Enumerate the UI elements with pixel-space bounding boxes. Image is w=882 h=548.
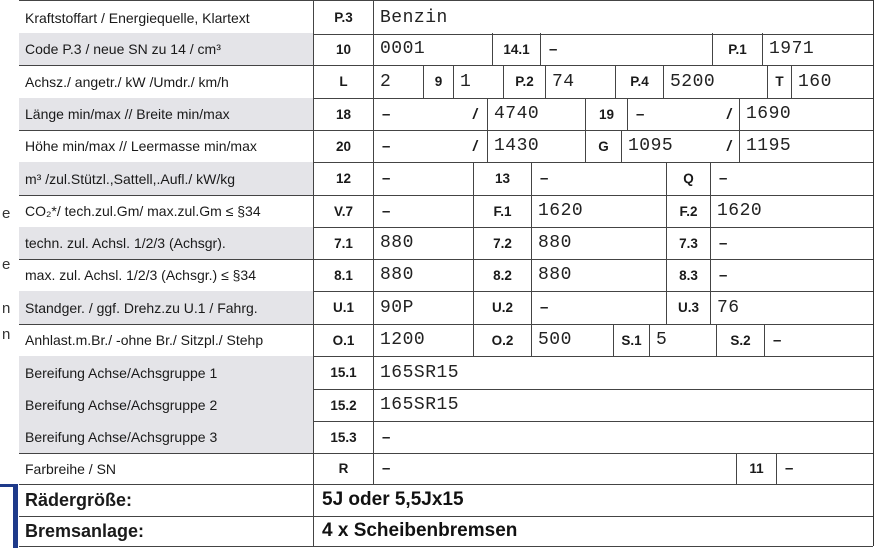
- field-code: P.4: [615, 65, 663, 98]
- field-value: 880: [531, 227, 666, 259]
- field-value: 165SR15: [373, 356, 873, 389]
- field-value: 1: [453, 65, 503, 98]
- field-code: O.1: [313, 324, 373, 356]
- field-value: 5200: [663, 65, 767, 98]
- row-brakes: [19, 516, 873, 547]
- row-label: Bereifung Achse/Achsgruppe 3: [19, 421, 313, 453]
- field-code: G: [585, 130, 621, 162]
- separator-slash: /: [726, 105, 732, 123]
- row-code-displacement: [19, 33, 873, 66]
- row-height-mass: [19, 130, 873, 163]
- margin-letter: e: [2, 256, 11, 273]
- margin-letter: n: [2, 300, 11, 317]
- field-value: 1200: [373, 324, 473, 356]
- field-code: L: [313, 65, 373, 98]
- field-value: 5J oder 5,5Jx15: [313, 484, 873, 516]
- field-code: 11: [736, 453, 776, 484]
- row-label: Bremsanlage:: [25, 520, 145, 541]
- field-value: 880: [373, 227, 473, 259]
- field-code: 15.3: [313, 421, 373, 453]
- row-label: Bereifung Achse/Achsgruppe 2: [19, 389, 313, 421]
- field-value: 1095: [621, 130, 719, 162]
- field-code: F.2: [666, 195, 710, 227]
- row-length-width: [19, 98, 873, 131]
- field-value: –: [531, 162, 666, 195]
- row-label: Rädergröße:: [25, 489, 133, 510]
- row-label: m³ /zul.Stützl.,Sattell,.Aufl./ kW/kg: [19, 162, 313, 195]
- field-value: –: [373, 195, 473, 227]
- row-tech-axle-load: [19, 227, 873, 260]
- field-value: –: [710, 227, 873, 259]
- field-value: –: [373, 453, 736, 484]
- field-code: P.3: [313, 1, 373, 34]
- field-value: 4 x Scheibenbremsen: [313, 516, 873, 546]
- field-code: P.2: [503, 65, 545, 98]
- registration-document: [19, 0, 874, 546]
- field-value: Benzin: [373, 1, 873, 34]
- field-code: 20: [313, 130, 373, 162]
- field-code: U.3: [666, 291, 710, 324]
- field-code: Q: [666, 162, 710, 195]
- left-bracket: [13, 484, 18, 548]
- field-code: V.7: [313, 195, 373, 227]
- field-value: 1690: [739, 98, 873, 130]
- field-code: 7.3: [666, 227, 710, 259]
- field-value: –: [531, 291, 666, 324]
- row-tyres-axle-1: [19, 356, 873, 390]
- field-code: O.2: [473, 324, 531, 356]
- field-value: –: [710, 162, 873, 195]
- row-label: Farbreihe / SN: [25, 460, 117, 477]
- row-label: techn. zul. Achsl. 1/2/3 (Achsgr).: [19, 227, 313, 259]
- field-value: 1971: [762, 33, 873, 65]
- field-code: 8.1: [313, 259, 373, 291]
- field-code: T: [767, 65, 791, 98]
- field-code: S.2: [716, 324, 764, 356]
- field-code: 9: [423, 65, 453, 98]
- row-label: Code P.3 / neue SN zu 14 / cm³: [19, 33, 313, 65]
- field-code: R: [313, 453, 373, 484]
- field-code: S.1: [613, 324, 649, 356]
- field-code: 15.1: [313, 356, 373, 389]
- field-value: 90P: [373, 291, 473, 324]
- field-value: 1195: [739, 130, 873, 162]
- field-value: 160: [791, 65, 873, 98]
- field-code: 15.2: [313, 389, 373, 421]
- separator-slash: /: [472, 105, 478, 123]
- field-code: F.1: [473, 195, 531, 227]
- separator-slash: /: [726, 137, 732, 155]
- row-tyres-axle-3: [19, 421, 873, 454]
- field-value: –: [373, 130, 463, 162]
- field-code: 7.1: [313, 227, 373, 259]
- field-value: 880: [373, 259, 473, 291]
- row-label: Bereifung Achse/Achsgruppe 1: [19, 356, 313, 389]
- row-fuel-type: [19, 0, 873, 35]
- field-value: –: [627, 98, 719, 130]
- row-co2-mass: [19, 195, 873, 228]
- row-label: Höhe min/max // Leermasse min/max: [25, 138, 257, 154]
- field-value: 880: [531, 259, 666, 291]
- field-value: 1430: [487, 130, 585, 162]
- row-volume-loads: [19, 162, 873, 196]
- field-code: U.2: [473, 291, 531, 324]
- margin-letter: n: [2, 326, 11, 343]
- row-label: Achsz./ angetr./ kW /Umdr./ km/h: [25, 73, 229, 90]
- field-code: P.1: [712, 33, 762, 65]
- field-code: 18: [313, 98, 373, 130]
- row-label: Länge min/max // Breite min/max: [19, 98, 313, 130]
- field-value: 76: [710, 291, 873, 324]
- field-value: –: [710, 259, 873, 291]
- field-value: 2: [373, 65, 423, 98]
- row-label: CO₂*/ tech.zul.Gm/ max.zul.Gm ≤ §34: [25, 203, 261, 219]
- row-label: Kraftstoffart / Energiequelle, Klartext: [25, 9, 250, 26]
- field-code: 10: [313, 33, 373, 65]
- field-value: –: [776, 453, 873, 484]
- field-code: 14.1: [492, 33, 540, 65]
- field-value: –: [540, 33, 712, 65]
- row-tyres-axle-2: [19, 389, 873, 422]
- field-value: –: [373, 421, 873, 453]
- margin-letter: e: [2, 205, 11, 222]
- field-code: U.1: [313, 291, 373, 324]
- row-axles-power: [19, 65, 873, 99]
- field-value: –: [373, 98, 463, 130]
- row-label: Standger. / ggf. Drehz.zu U.1 / Fahrg.: [19, 291, 313, 324]
- field-value: 165SR15: [373, 389, 873, 421]
- margin-letters: [0, 0, 14, 548]
- row-wheel-size: [19, 484, 873, 517]
- row-max-axle-load: [19, 259, 873, 292]
- field-value: 1620: [710, 195, 873, 227]
- field-code: 8.3: [666, 259, 710, 291]
- separator-slash: /: [472, 137, 478, 155]
- row-trailer-seats: [19, 324, 873, 357]
- row-noise: [19, 291, 873, 325]
- row-colour: [19, 453, 873, 485]
- field-value: 74: [545, 65, 615, 98]
- field-value: 4740: [487, 98, 585, 130]
- field-code: 8.2: [473, 259, 531, 291]
- row-label: Anhlast.m.Br./ -ohne Br./ Sitzpl./ Stehp: [25, 332, 264, 348]
- field-code: 7.2: [473, 227, 531, 259]
- field-value: 0001: [373, 33, 492, 65]
- row-label: max. zul. Achsl. 1/2/3 (Achsgr.) ≤ §34: [25, 267, 257, 283]
- field-code: 12: [313, 162, 373, 195]
- field-code: 19: [585, 98, 627, 130]
- field-value: 5: [649, 324, 716, 356]
- field-value: 1620: [531, 195, 666, 227]
- field-value: 500: [531, 324, 613, 356]
- field-value: –: [764, 324, 873, 356]
- field-code: 13: [473, 162, 531, 195]
- field-value: –: [373, 162, 473, 195]
